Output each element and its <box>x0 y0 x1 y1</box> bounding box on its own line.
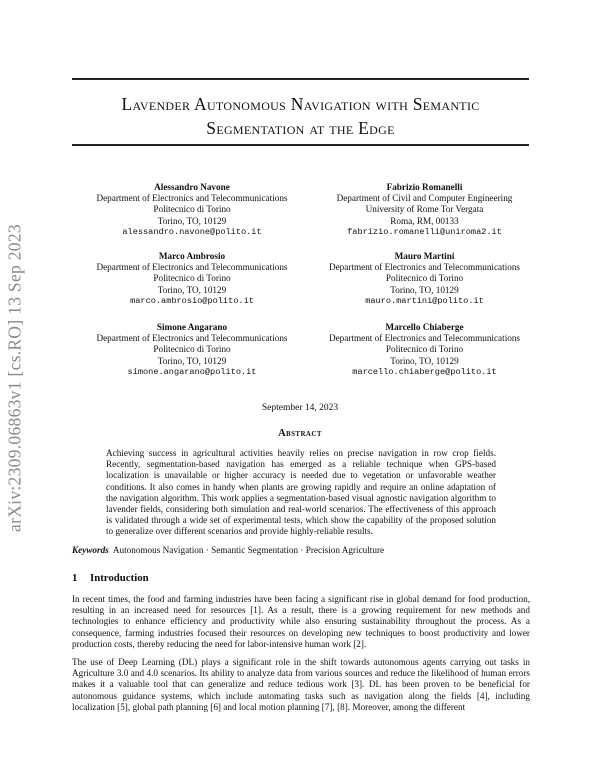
author-location: Torino, TO, 10129 <box>157 215 227 226</box>
author-name: Mauro Martini <box>394 251 455 261</box>
author-block <box>72 322 312 378</box>
author-email[interactable]: mauro.martini@polito.it <box>365 295 484 306</box>
author-location: Torino, TO, 10129 <box>390 284 459 295</box>
author-name: Simone Angarano <box>156 322 228 332</box>
author-name: Fabrizio Romanelli <box>386 182 463 192</box>
author-block <box>312 182 537 238</box>
author-institution: Politecnico di Torino <box>385 344 464 355</box>
author-email[interactable]: fabrizio.romanelli@uniroma2.it <box>347 226 502 237</box>
paper-title: Lavender Autonomous Navigation with Semantic Segmentation at the Edge <box>121 94 480 138</box>
author-affiliation: Department of Electronics and Telecommunications <box>328 262 521 273</box>
author-location: Torino, TO, 10129 <box>157 284 227 295</box>
section-heading <box>72 572 149 584</box>
author-institution: Politecnico di Torino <box>153 273 231 284</box>
author-institution: Politecnico di Torino <box>153 344 231 355</box>
author-location: Roma, RM, 00133 <box>390 215 459 226</box>
body-paragraph: The use of Deep Learning (DL) plays a significant role in the shift towards autonomous agents carrying out tasks in Agriculture 3.0 and 4.0 scenarios. Its ability to analyze data from various sources and reduce the likelihood of human errors makes it a valuable tool that can generalize and reduce tedious work [3]. DL has been proven to be beneficial for autonomous guidance systems, which include automating tasks such as navigation along the fields [4], including localization [5], global path planning [6] and local motion planning [7], [8]. Moreover, among the different <box>72 657 530 712</box>
author-affiliation: Department of Electronics and Telecommunications <box>328 333 521 344</box>
author-block <box>72 251 312 307</box>
keywords-line <box>72 545 532 555</box>
keywords-list: Autonomous Navigation · Semantic Segmentation · Precision Agriculture <box>112 545 385 555</box>
author-institution: Politecnico di Torino <box>153 204 231 215</box>
author-block <box>312 251 537 307</box>
author-affiliation: Department of Electronics and Telecommunications <box>96 193 288 204</box>
author-block <box>312 322 537 378</box>
author-email[interactable]: simone.angarano@polito.it <box>127 366 257 377</box>
author-location: Torino, TO, 10129 <box>157 355 227 366</box>
author-affiliation: Department of Electronics and Telecommunications <box>96 333 288 344</box>
section-number: 1 <box>72 572 78 584</box>
author-affiliation: Department of Electronics and Telecommunications <box>96 262 288 273</box>
title-rule-top <box>72 78 529 80</box>
author-email[interactable]: marcello.chiaberge@polito.it <box>352 366 497 377</box>
author-name: Marcello Chiaberge <box>385 322 464 332</box>
section-title: Introduction <box>90 572 149 584</box>
author-institution: Politecnico di Torino <box>385 273 464 284</box>
author-name: Alessandro Navone <box>154 182 230 192</box>
body-paragraph: In recent times, the food and farming industries have been facing a significant rise in global demand for food production, resulting in an increased need for resources [1]. As a result, there is a growing requirement for new methods and technologies to enhance efficiency and productivity while also ensuring sustainability throughout the process. As a consequence, farming industries focused their resources on developing new techniques to boost productivity and lower production costs, thereby reducing the need for labor-intensive human work [2]. <box>72 594 530 649</box>
author-email[interactable]: alessandro.navone@polito.it <box>122 226 262 237</box>
author-location: Torino, TO, 10129 <box>390 355 459 366</box>
author-block <box>72 182 312 238</box>
author-name: Marco Ambrosio <box>158 251 226 261</box>
arxiv-stamp-text: arXiv:2309.06863v1 [cs.RO] 13 Sep 2023 <box>4 223 25 532</box>
title-rule-bottom <box>72 144 529 146</box>
abstract-heading: Abstract <box>278 428 322 439</box>
arxiv-stamp <box>1 205 29 550</box>
paper-date: September 14, 2023 <box>261 403 339 413</box>
author-affiliation: Department of Civil and Computer Engineering <box>336 193 513 204</box>
author-institution: University of Rome Tor Vergata <box>365 204 484 215</box>
author-email[interactable]: marco.ambrosio@polito.it <box>130 295 254 306</box>
keywords-label: Keywords <box>72 545 109 555</box>
abstract-text: Achieving success in agricultural activities heavily relies on precise navigation in row crop fields. Recently, segmentation-based navigation has emerged as a reliable technique when GPS-based localization is unavailable or higher accuracy is needed due to vegetation or unfavorable weather conditions. It also comes in handy when plants are growing rapidly and require an online adaptation of the navigation algorithm. This work applies a segmentation-based visual agnostic navigation algorithm to lavender fields, considering both simulation and real-world scenarios. The effectiveness of this approach is validated through a wide set of experimental tests, which show the capability of the proposed solution to generalize over different scenarios and provide highly-reliable results. <box>106 448 496 537</box>
